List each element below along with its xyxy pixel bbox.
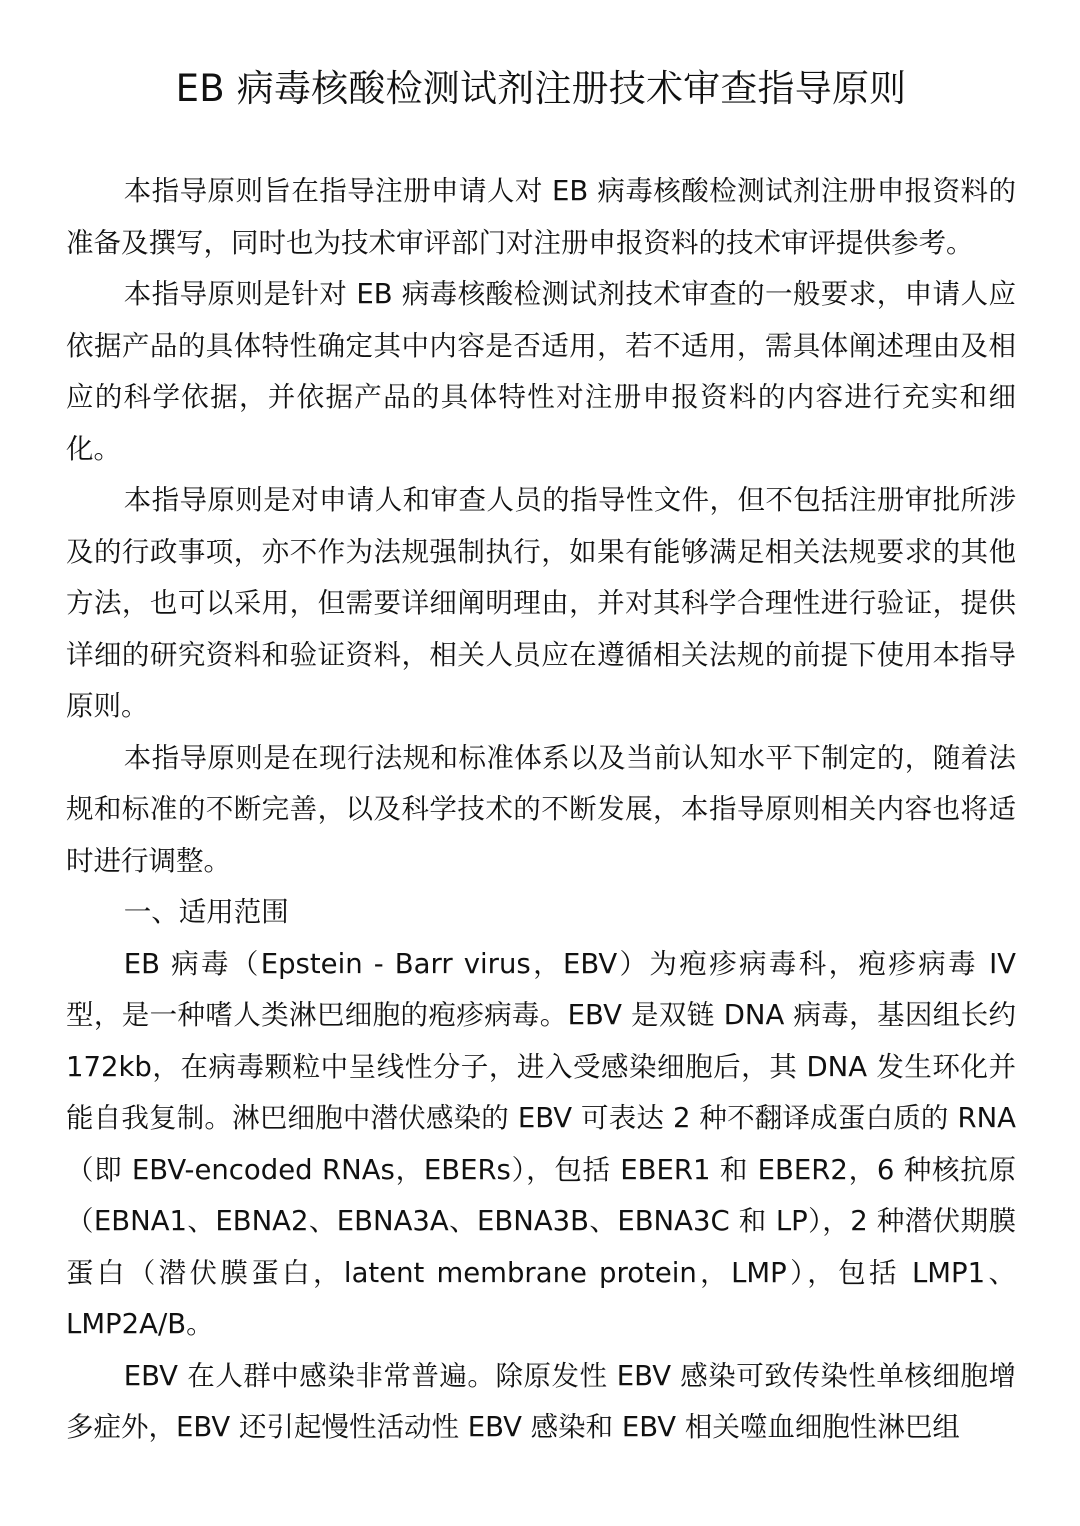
intro-paragraph-4: 本指导原则是在现行法规和标准体系以及当前认知水平下制定的，随着法规和标准的不断完善，以及科学技术的不断发展，本指导原则相关内容也将适时进行调整。 <box>66 741 1016 877</box>
scope-paragraph-1: EB 病毒（Epstein - Barr virus，EBV）为疱疹病毒科，疱疹病毒 IV 型，是一种嗜人类淋巴细胞的疱疹病毒。EBV 是双链 DNA 病毒，基因组长约 172kb，在病毒颗粒中呈线性分子，进入受感染细胞后，其 DNA 发生环化并能自我复制。淋巴细胞中潜伏感染的 EBV 可表达 2 种不翻译成蛋白质的 RNA（即 EBV-encoded RNAs，EBERs），包括 EBER1 和 EBER2，6 种核抗原（EBNA1、EBNA2、EBNA3A、EBNA3B、EBNA3C 和 LP），2 种潜伏期膜蛋白（潜伏膜蛋白，latent membrane protein，LMP），包括 LMP1、LMP2A/B。 <box>66 947 1016 1340</box>
intro-paragraph-3: 本指导原则是对申请人和审查人员的指导性文件，但不包括注册审批所涉及的行政事项，亦不作为法规强制执行，如果有能够满足相关法规要求的其他方法，也可以采用，但需要详细阐明理由，并对其科学合理性进行验证，提供详细的研究资料和验证资料，相关人员应在遵循相关法规的前提下使用本指导原则。 <box>66 484 1016 722</box>
intro-paragraph-2: 本指导原则是针对 EB 病毒核酸检测试剂技术审查的一般要求，申请人应依据产品的具体特性确定其中内容是否适用，若不适用，需具体阐述理由及相应的科学依据，并依据产品的具体特性对注册申报资料的内容进行充实和细化。 <box>66 278 1016 465</box>
scope-paragraph-2: EBV 在人群中感染非常普遍。除原发性 EBV 感染可致传染性单核细胞增多症外，EBV 还引起慢性活动性 EBV 感染和 EBV 相关噬血细胞性淋巴组 <box>66 1359 1016 1443</box>
section-heading-scope: 一、适用范围 <box>123 896 289 928</box>
document-title: EB 病毒核酸检测试剂注册技术审查指导原则 <box>175 67 907 110</box>
intro-paragraph-1: 本指导原则旨在指导注册申请人对 EB 病毒核酸检测试剂注册申报资料的准备及撰写，同时也为技术审评部门对注册申报资料的技术审评提供参考。 <box>66 175 1016 259</box>
